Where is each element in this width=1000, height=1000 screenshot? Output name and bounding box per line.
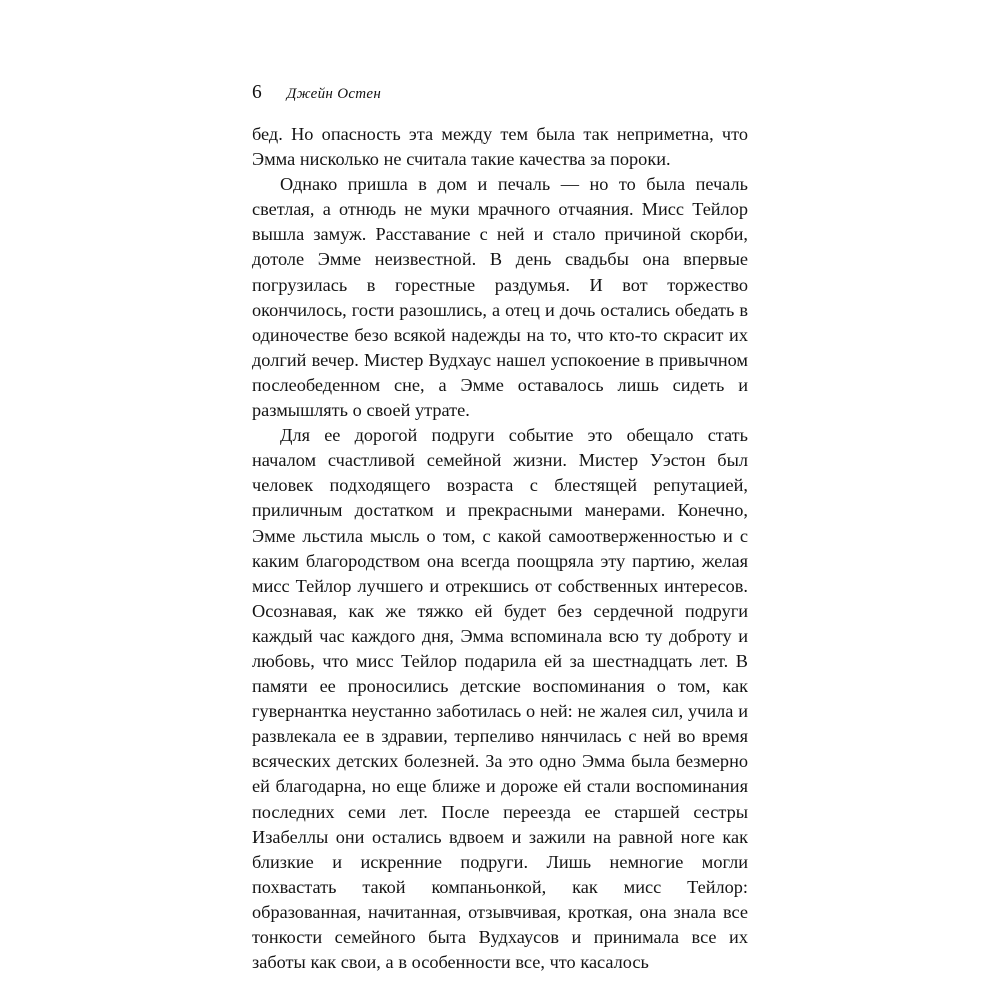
text-block xyxy=(252,82,748,975)
paragraph-sorrow: Однако пришла в дом и печаль — но то была печаль светлая, а отнюдь не муки мрачного отчаяния. Мисс Тейлор вышла замуж. Расставание с ней и стало причиной скорби, дотоле Эмме неизвестной. В день свадьбы она впервые погрузилась в горестные раздумья. И вот торжество окончилось, гости разошлись, а отец и дочь остались обедать в одиночестве безо всякой надежды на то, что кто-то скрасит их долгий вечер. Мистер Вудхаус нашел успокоение в привычном послеобеденном сне, а Эмме оставалось лишь сидеть и размышлять о своей утрате. xyxy=(252,174,748,421)
page-number: 6 xyxy=(252,82,262,103)
paragraph-continued: бед. Но опасность эта между тем была так неприметна, что Эмма нисколько не считала такие качества за пороки. xyxy=(252,124,748,170)
body-copy xyxy=(252,122,748,975)
running-head xyxy=(252,82,748,112)
paragraph-weston: Для ее дорогой подруги событие это обещало стать началом счастливой семейной жизни. Мистер Уэстон был человек подходящего возраста с блестящей репутацией, приличным достатком и прекрасными манерами. Конечно, Эмме льстила мысль о том, с какой самоотверженностью и с каким благородством она всегда поощряла эту партию, желая мисс Тейлор лучшего и отрекшись от собственных интересов. Осознавая, как же тяжко ей будет без сердечной подруги каждый час каждого дня, Эмма вспоминала всю ту доброту и любовь, что мисс Тейлор подарила ей за шестнадцать лет. В памяти ее проносились детские воспоминания о том, как гувернантка неустанно заботилась о ней: не жалея сил, учила и развлекала ее в здравии, терпеливо нянчилась с ней во время всяческих детских болезней. За это одно Эмма была безмерно ей благодарна, но еще ближе и дороже ей стали воспоминания последних семи лет. После переезда ее старшей сестры Изабеллы они остались вдвоем и зажили на равной ноге как близкие и искренние подруги. Лишь немногие могли похвастать такой компаньонкой, как мисс Тейлор: образованная, начитанная, отзывчивая, кроткая, она знала все тонкости семейного быта Вудхаусов и принимала все их заботы как свои, а в особенности все, что касалось xyxy=(252,425,748,973)
running-head-author: Джейн Остен xyxy=(286,86,382,102)
